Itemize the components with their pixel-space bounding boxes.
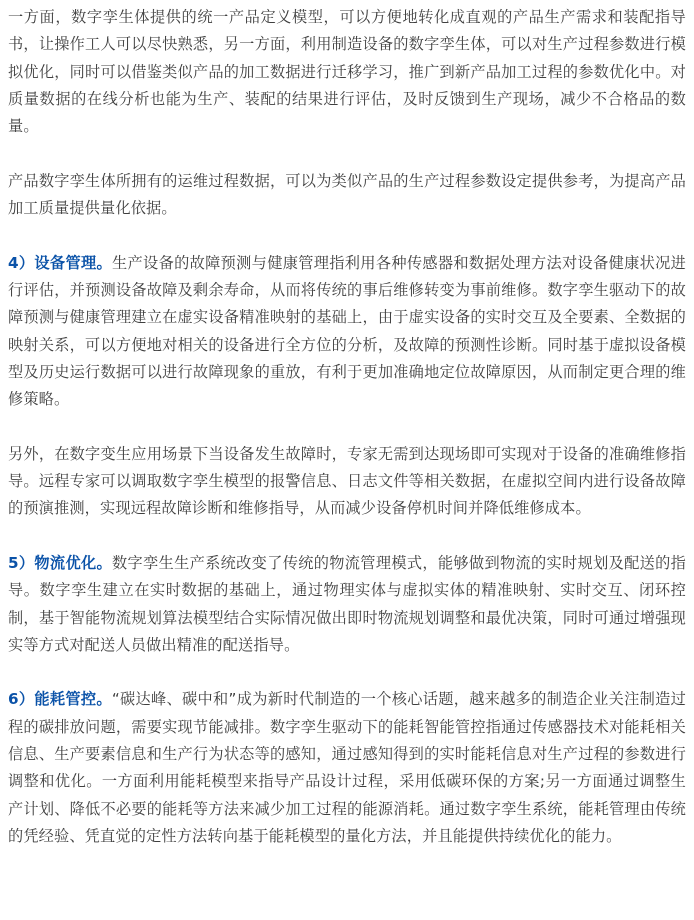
section-heading-energy-control: 6）能耗管控。 — [8, 690, 112, 709]
paragraph-logistics-optimization — [8, 550, 686, 659]
paragraph-text: 一方面，数字孪生体提供的统一产品定义模型，可以方便地转化成直观的产品生产需求和装配指导书，让操作工人可以尽快熟悉，另一方面，利用制造设备的数字孪生体，可以对生产过程参数进行模拟优化，同时可以借鉴类似产品的加工数据进行迁移学习，推广到新产品加工过程的参数优化中。对质量数据的在线分析也能为生产、装配的结果进行评估，及时反馈到生产现场，减少不合格品的数量。 — [8, 8, 686, 136]
paragraph-energy-control — [8, 686, 686, 850]
paragraph-remote-maintenance — [8, 441, 686, 523]
article-body — [8, 4, 686, 850]
section-heading-logistics-optimization: 5）物流优化。 — [8, 553, 113, 572]
paragraph-text: 生产设备的故障预测与健康管理指利用各种传感器和数据处理方法对设备健康状况进行评估，并预测设备故障及剩余寿命，从而将传统的事后维修转变为事前维修。数字孪生驱动下的故障预测与健康管理建立在虚实设备精准映射的基础上，由于虚实设备的实时交互及全要素、全数据的映射关系，可以方便地对相关的设备进行全方位的分析，及故障的预测性诊断。同时基于虚拟设备模型及历史运行数据可以进行故障现象的重放，有利于更加准确地定位故障原因，从而制定更合理的维修策略。 — [8, 253, 686, 409]
paragraph-text: 产品数字孪生体所拥有的运维过程数据，可以为类似产品的生产过程参数设定提供参考，为提高产品加工质量提供量化依据。 — [8, 171, 686, 218]
paragraph-text: “碳达峰、碳中和”成为新时代制造的一个核心话题，越来越多的制造企业关注制造过程的碳排放问题，需要实现节能减排。数字孪生驱动下的能耗智能管控指通过传感器技术对能耗相关信息、生产要素信息和生产行为状态等的感知，通过感知得到的实时能耗信息对生产过程的参数进行调整和优化。一方面利用能耗模型来指导产品设计过程，采用低碳环保的方案;另一方面通过调整生产计划、降低不必要的能耗等方法来减少加工过程的能源消耗。通过数字孪生系统，能耗管理由传统的凭经验、凭直觉的定性方法转向基于能耗模型的量化方法，并且能提供持续优化的能力。 — [8, 690, 686, 845]
paragraph-text: 另外，在数字变生应用场景下当设备发生故障时，专家无需到达现场即可实现对于设备的准确维修指导。远程专家可以调取数字孪生模型的报警信息、日志文件等相关数据，在虚拟空间内进行设备故障的预演推测，实现远程故障诊断和维修指导，从而减少设备停机时间并降低维修成本。 — [8, 444, 686, 518]
paragraph-equipment-management — [8, 250, 686, 414]
paragraph-text: 数字孪生生产系统改变了传统的物流管理模式，能够做到物流的实时规划及配送的指导。数字孪生建立在实时数据的基础上，通过物理实体与虚拟实体的精准映射、实时交互、闭环控制，基于智能物流规划算法模型结合实际情况做出即时物流规划调整和最优决策，同时可通过增强现实等方式对配送人员做出精准的配送指导。 — [8, 553, 686, 654]
section-heading-equipment-management: 4）设备管理。 — [8, 253, 113, 272]
paragraph-production-optimization — [8, 4, 686, 140]
paragraph-operations-data — [8, 168, 686, 223]
